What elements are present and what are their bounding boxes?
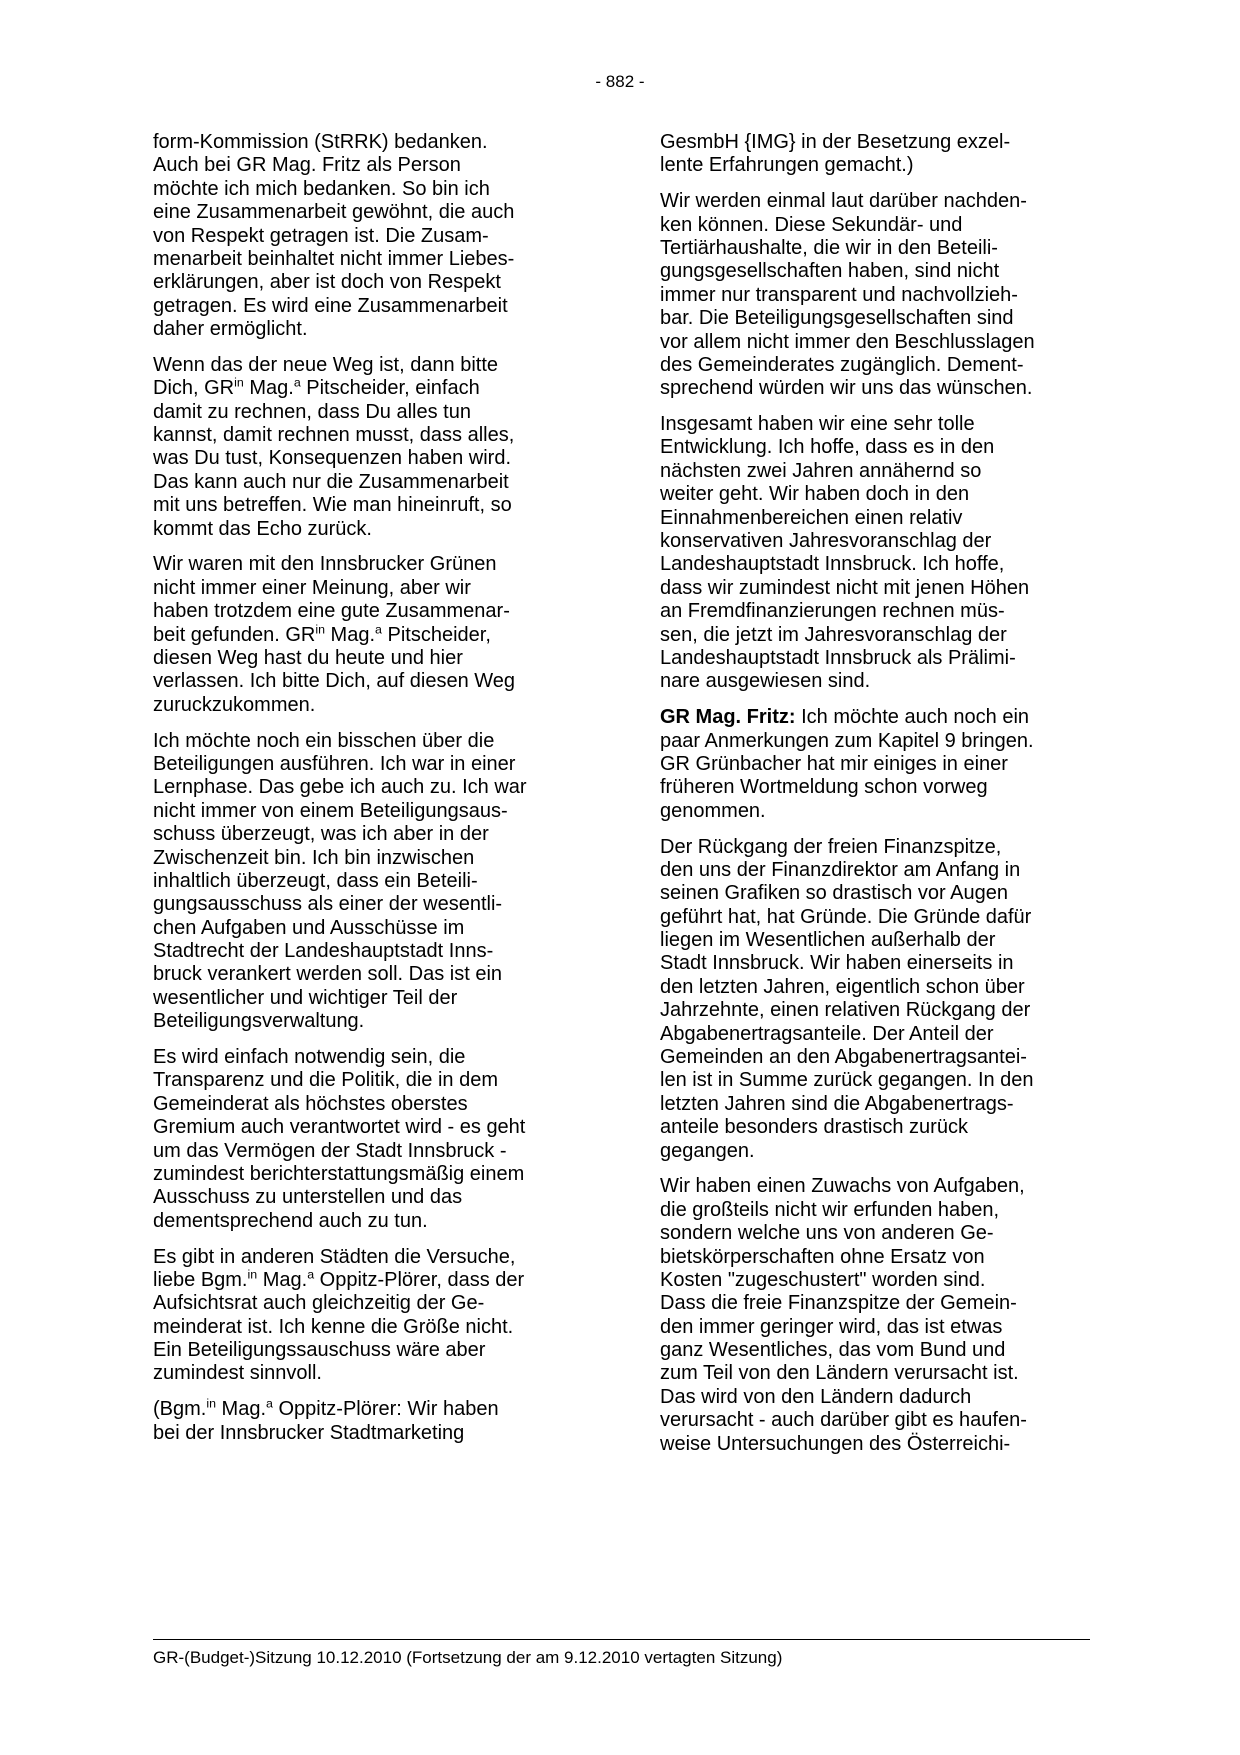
paragraph — [660, 413, 1100, 694]
text-line: Landeshauptstadt Innsbruck. Ich hoffe, — [660, 553, 1005, 576]
text-line: Wir waren mit den Innsbrucker Grünen — [153, 553, 497, 576]
text-line: Beteiligungen ausführen. Ich war in einer — [153, 752, 516, 775]
text-segment: Mag. — [243, 377, 294, 400]
text-line: zumindest berichterstattungsmäßig einem — [153, 1162, 525, 1185]
text-line: liegen im Wesentlichen außerhalb der — [660, 929, 996, 952]
text-line: Transparenz und die Politik, die in dem — [153, 1069, 498, 1092]
text-line: weiter geht. Wir haben doch in den — [660, 483, 970, 506]
paragraph — [660, 190, 1100, 401]
text-segment: Oppitz-Plörer, dass der — [314, 1268, 525, 1291]
text-segment: Pitscheider, einfach — [300, 377, 480, 400]
text-line: wesentlicher und wichtiger Teil der — [153, 986, 458, 1009]
text-line: Auch bei GR Mag. Fritz als Person — [153, 154, 461, 177]
paragraph — [660, 706, 1100, 823]
text-line: den immer geringer wird, das ist etwas — [660, 1315, 1003, 1338]
text-line: zuruckzukommen. — [153, 693, 316, 716]
text-line: Insgesamt haben wir eine sehr tolle — [660, 413, 975, 436]
text-line: Es wird einfach notwendig sein, die — [153, 1046, 466, 1069]
text-line: Landeshauptstadt Innsbruck als Prälimi- — [660, 646, 1016, 669]
text-line: sprechend würden wir uns das wünschen. — [660, 377, 1033, 400]
text-line: Aufsichtsrat auch gleichzeitig der Ge- — [153, 1292, 485, 1315]
text-line: lente Erfahrungen gemacht.) — [660, 154, 914, 177]
text-line: chen Aufgaben und Ausschüsse im — [153, 916, 465, 939]
text-line: weise Untersuchungen des Österreichi- — [660, 1432, 1011, 1455]
text-line: Stadtrecht der Landeshauptstadt Inns- — [153, 940, 494, 963]
text-line: Entwicklung. Ich hoffe, dass es in den — [660, 436, 995, 459]
paragraph — [153, 131, 593, 342]
text-line: nicht immer von einem Beteiligungsaus- — [153, 799, 508, 822]
text-line: nicht immer einer Meinung, aber wir — [153, 576, 471, 599]
superscript: a — [293, 375, 301, 390]
text-line: nächsten zwei Jahren annähernd so — [660, 459, 982, 482]
text-line: bruck verankert werden soll. Das ist ein — [153, 963, 503, 986]
text-line — [153, 1398, 593, 1421]
text-line — [660, 706, 1100, 729]
paragraph — [153, 730, 593, 1034]
text-line: menarbeit beinhaltet nicht immer Liebes- — [153, 247, 515, 270]
text-line: Wir werden einmal laut darüber nachden- — [660, 190, 1027, 213]
text-line: Gemeinden an den Abgabenertragsantei- — [660, 1046, 1027, 1069]
text-line: zum Teil von den Ländern verursacht ist. — [660, 1362, 1019, 1385]
text-line: getragen. Es wird eine Zusammenarbeit — [153, 294, 508, 317]
text-line: Gremium auch verantwortet wird - es geht — [153, 1116, 526, 1139]
text-line: nare ausgewiesen sind. — [660, 670, 871, 693]
text-line: ganz Wesentliches, das vom Bund und — [660, 1339, 1006, 1362]
superscript: in — [247, 1267, 258, 1282]
text-line: sen, die jetzt im Jahresvoranschlag der — [660, 623, 1007, 646]
text-line: des Gemeinderates zugänglich. Dement- — [660, 353, 1024, 376]
text-line: gungsgesellschaften haben, sind nicht — [660, 260, 1000, 283]
text-line: form-Kommission (StRRK) bedanken. — [153, 131, 488, 153]
text-line: dass wir zumindest nicht mit jenen Höhen — [660, 576, 1030, 599]
text-line: seinen Grafiken so drastisch vor Augen — [660, 882, 1008, 905]
footer-divider — [153, 1639, 1090, 1640]
text-line — [153, 377, 593, 400]
text-line: Einnahmenbereichen einen relativ — [660, 506, 963, 529]
text-line: GR Grünbacher hat mir einiges in einer — [660, 752, 1008, 775]
text-line: schuss überzeugt, was ich aber in der — [153, 823, 489, 846]
text-segment: Oppitz-Plörer: Wir haben — [272, 1398, 499, 1421]
text-line: immer nur transparent und nachvollzieh- — [660, 283, 1018, 306]
right-column — [660, 131, 1100, 1468]
text-segment: Ich möchte auch noch ein — [795, 706, 1030, 729]
text-line: verursacht - auch darüber gibt es haufen- — [660, 1409, 1027, 1432]
text-line: um das Vermögen der Stadt Innsbruck - — [153, 1139, 507, 1162]
paragraph — [153, 1246, 593, 1386]
text-line: Beteiligungsverwaltung. — [153, 1010, 365, 1033]
text-line: vor allem nicht immer den Beschlusslagen — [660, 330, 1035, 353]
text-line: Das kann auch nur die Zusammenarbeit — [153, 470, 509, 493]
superscript: in — [315, 621, 325, 636]
text-line: Es gibt in anderen Städten die Versuche, — [153, 1245, 516, 1268]
text-line: Zwischenzeit bin. Ich bin inzwischen — [153, 846, 475, 869]
text-line: erklärungen, aber ist doch von Respekt — [153, 271, 501, 294]
text-line: Das wird von den Ländern dadurch — [660, 1385, 972, 1408]
text-segment: Pitscheider, — [381, 623, 491, 646]
footer-session-info: GR-(Budget-)Sitzung 10.12.2010 (Fortsetzung der am 9.12.2010 vertagten Sitzung) — [153, 1648, 783, 1667]
paragraph — [153, 354, 593, 541]
text-line: Jahrzehnte, einen relativen Rückgang der — [660, 999, 1031, 1022]
text-line: damit zu rechnen, dass Du alles tun — [153, 400, 471, 423]
text-line: geführt hat, hat Gründe. Die Gründe dafür — [660, 905, 1032, 928]
text-line: kannst, damit rechnen musst, dass alles, — [153, 424, 515, 447]
paragraph — [660, 1175, 1100, 1456]
speaker-name: GR Mag. Fritz: — [660, 706, 796, 729]
paragraph — [153, 553, 593, 717]
text-line: sondern welche uns von anderen Ge- — [660, 1222, 994, 1245]
text-line: anteile besonders drastisch zurück — [660, 1116, 968, 1139]
text-line: den letzten Jahren, eigentlich schon über — [660, 975, 1025, 998]
paragraph — [153, 1398, 593, 1445]
superscript: a — [375, 621, 382, 636]
text-line: diesen Weg hast du heute und hier — [153, 646, 463, 669]
text-line: konservativen Jahresvoranschlag der — [660, 530, 992, 553]
text-line: mit uns betreffen. Wie man hineinruft, so — [153, 494, 512, 517]
text-line: Wir haben einen Zuwachs von Aufgaben, — [660, 1175, 1025, 1198]
superscript: in — [234, 375, 244, 390]
text-line — [153, 621, 593, 647]
paragraph — [660, 836, 1100, 1163]
text-line: haben trotzdem eine gute Zusammenar- — [153, 600, 510, 623]
text-line: bietskörperschaften ohne Ersatz von — [660, 1245, 985, 1268]
text-line: ken können. Diese Sekundär- und — [660, 213, 963, 236]
text-line: den uns der Finanzdirektor am Anfang in — [660, 858, 1021, 881]
text-line: inhaltlich überzeugt, dass ein Beteili- — [153, 869, 478, 892]
text-line: Wenn das der neue Weg ist, dann bitte — [153, 353, 499, 376]
text-line: verlassen. Ich bitte Dich, auf diesen Weg — [153, 670, 516, 693]
text-segment: liebe Bgm. — [153, 1268, 248, 1291]
text-line: eine Zusammenarbeit gewöhnt, die auch — [153, 201, 515, 224]
text-line: Stadt Innsbruck. Wir haben einerseits in — [660, 952, 1014, 975]
page-number: - 882 - — [595, 72, 645, 91]
text-line: kommt das Echo zurück. — [153, 517, 372, 540]
text-line: früheren Wortmeldung schon vorweg — [660, 776, 988, 799]
text-line: genommen. — [660, 799, 766, 822]
superscript: a — [266, 1396, 273, 1411]
superscript: a — [307, 1267, 315, 1282]
text-line: Ausschuss zu unterstellen und das — [153, 1186, 463, 1209]
text-segment: Mag. — [325, 623, 376, 646]
superscript: in — [206, 1396, 216, 1411]
text-line: Der Rückgang der freien Finanzspitze, — [660, 835, 1002, 858]
text-line: meinderat ist. Ich kenne die Größe nicht. — [153, 1315, 514, 1338]
text-segment: Mag. — [257, 1268, 308, 1291]
text-line: an Fremdfinanzierungen rechnen müs- — [660, 600, 1005, 623]
text-line: was Du tust, Konsequenzen haben wird. — [153, 447, 511, 470]
text-line — [153, 1269, 593, 1292]
text-segment: Mag. — [216, 1398, 267, 1421]
text-line: bei der Innsbrucker Stadtmarketing — [153, 1421, 465, 1444]
text-line: Tertiärhaushalte, die wir in den Beteili- — [660, 236, 998, 259]
text-line: Ein Beteiligungssauschuss wäre aber — [153, 1339, 486, 1362]
text-line: möchte ich mich bedanken. So bin ich — [153, 177, 490, 200]
text-segment: beit gefunden. GR — [153, 623, 316, 646]
paragraph — [153, 1046, 593, 1233]
text-line: Abgabenertragsanteile. Der Anteil der — [660, 1022, 994, 1045]
text-line: gungsausschuss als einer der wesentli- — [153, 893, 503, 916]
left-column — [153, 131, 593, 1457]
text-line: letzten Jahren sind die Abgabenertrags- — [660, 1092, 1014, 1115]
text-line: paar Anmerkungen zum Kapitel 9 bringen. — [660, 729, 1034, 752]
text-line: daher ermöglicht. — [153, 318, 308, 341]
text-segment: (Bgm. — [153, 1398, 207, 1421]
text-line: Dass die freie Finanzspitze der Gemein- — [660, 1292, 1017, 1315]
text-line: die großteils nicht wir erfunden haben, — [660, 1198, 1000, 1221]
text-line: Ich möchte noch ein bisschen über die — [153, 729, 495, 752]
text-segment: Dich, GR — [153, 377, 235, 400]
text-line: von Respekt getragen ist. Die Zusam- — [153, 224, 489, 247]
text-line: Gemeinderat als höchstes oberstes — [153, 1092, 468, 1115]
text-line: GesmbH {IMG} in der Besetzung exzel- — [660, 131, 1011, 153]
text-line: zumindest sinnvoll. — [153, 1362, 322, 1385]
paragraph — [660, 131, 1100, 178]
text-line: len ist in Summe zurück gegangen. In den — [660, 1069, 1034, 1092]
text-line: dementsprechend auch zu tun. — [153, 1209, 428, 1232]
text-line: Kosten "zugeschustert" worden sind. — [660, 1268, 986, 1291]
text-line: Lernphase. Das gebe ich auch zu. Ich war — [153, 776, 527, 799]
text-line: bar. Die Beteiligungsgesellschaften sind — [660, 307, 1014, 330]
text-line: gegangen. — [660, 1139, 755, 1162]
